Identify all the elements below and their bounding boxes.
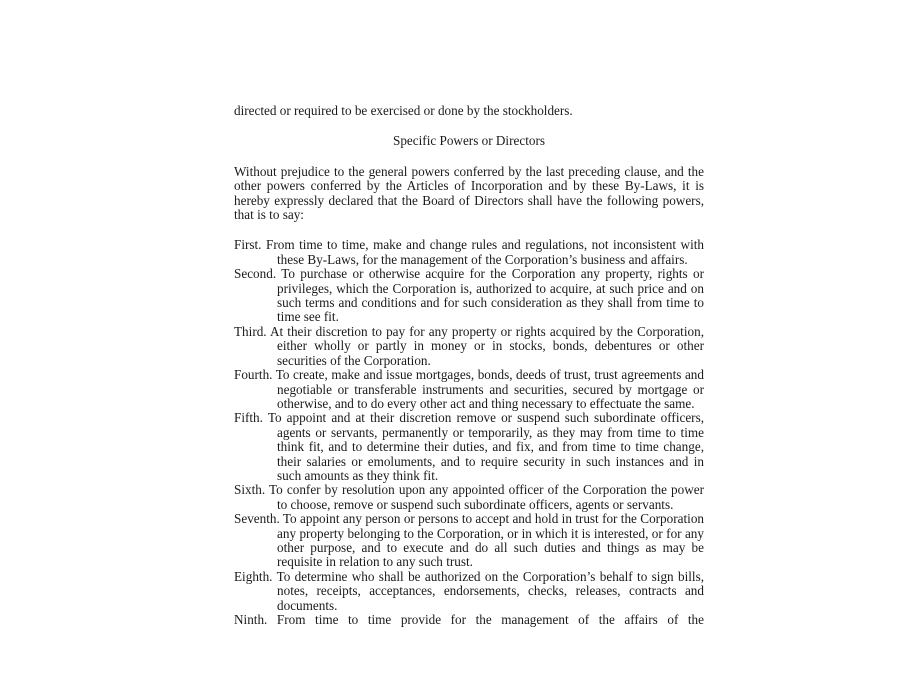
continuation-line: directed or required to be exercised or done by the stockholders. [234,103,573,118]
power-text: To purchase or otherwise acquire for the Corporation any property, rights or privileges, which the Corporation is, authorized to acquire, at such price and on such terms and conditions and for such consideration as they shall from time to time see fit. [277,266,705,325]
power-text: To determine who shall be authorized on the Corporation’s behalf to sign bills, notes, receipts, acceptances, endorsements, checks, releases, contracts and documents. [276,568,705,613]
document-page [234,104,704,634]
power-item-sixth [234,483,704,512]
power-label: First. [234,237,262,253]
cut-off-line [234,627,704,634]
power-label: Ninth. [234,612,268,627]
power-item-second [234,267,704,325]
power-text: To confer by resolution upon any appointed officer of the Corporation the power to choose, remove or suspend such subordinate officers, agents or servants. [269,482,705,512]
power-label: Second. [234,266,277,282]
power-label: Seventh. [234,511,280,527]
power-item-seventh [234,512,704,570]
power-item-fifth [234,411,704,483]
power-item-fourth [234,368,704,411]
power-label: Sixth. [234,482,266,498]
power-item-third [234,325,704,368]
power-label: Fourth. [234,367,273,383]
power-text: From time to time provide for the management of the affairs of the [276,612,705,627]
power-item-eighth [234,570,704,613]
power-label: Third. [234,323,267,339]
power-text: To appoint and at their discretion remove or suspend such subordinate officers, agents or servants, permanently or temporarily, as they may from time to time think fit, and to determine their duties, and fix, and from time to time change, their salaries or emoluments, and to require security in such instances and in such amounts as they think fit. [267,410,705,483]
power-label: Fifth. [234,410,263,426]
power-label: Eighth. [234,568,273,584]
power-text: From time to time, make and change rules and regulations, not inconsistent with these By-Laws, for the management of the Corporation’s business and affairs. [266,237,704,267]
power-item-ninth [234,613,704,627]
section-heading: Specific Powers or Directors [393,133,545,149]
power-item-first [234,238,704,267]
powers-list [234,238,704,634]
power-text: To appoint any person or persons to accept and hold in trust for the Corporation any property belonging to the Corporation, or in which it is interested, or for any other purpose, and to execute and do all such duties and things as may be requisite in relation to any such trust. [277,511,705,570]
intro-paragraph: Without prejudice to the general powers conferred by the last preceding clause, and the other powers conferred by the Articles of Incorporation and by these By-Laws, it is hereby expressly declared that the Board of Directors shall have the following powers, that is to say: [234,163,704,223]
power-text: At their discretion to pay for any property or rights acquired by the Corporation, either wholly or partly in money or in stocks, bonds, debentures or other securities of the Corporation. [270,323,704,368]
power-text: To create, make and issue mortgages, bonds, deeds of trust, trust agreements and negotiable or transferable instruments and securities, secured by mortgage or otherwise, and to do every other act and thing necessary to effectuate the same. [275,367,704,411]
